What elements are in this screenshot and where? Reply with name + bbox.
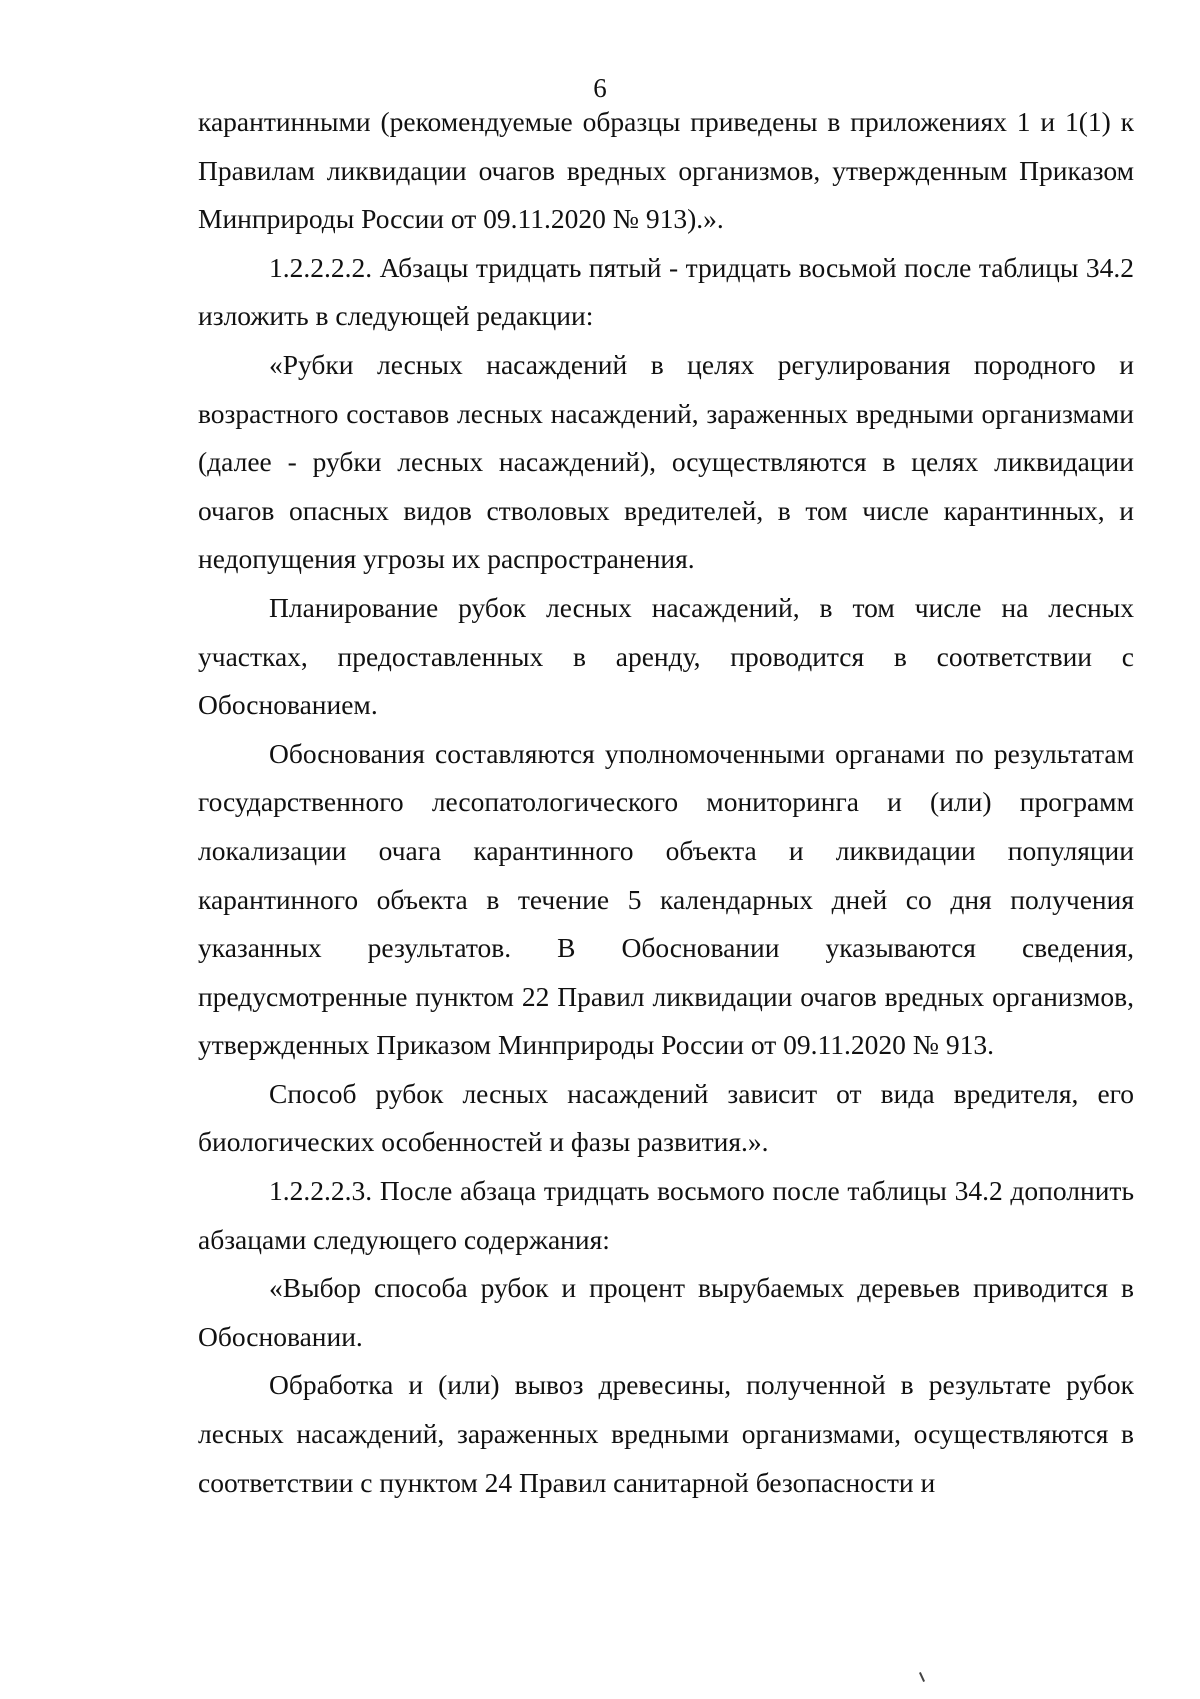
document-body (198, 98, 1134, 1507)
paragraph-cutting-method: Способ рубок лесных насаждений зависит от вида вредителя, его биологических особенностей и фазы развития.». (198, 1077, 1134, 1158)
paragraph-cutting-choice: «Выбор способа рубок и процент вырубаемых деревьев приводится в Обосновании. (198, 1272, 1134, 1352)
paragraph-justifications: Обоснования составляются уполномоченными органами по результатам государственного лесопатологического мониторинга и (или) программ локализации очага карантинного объекта и ликвидации популяции карантинного объекта в течение 5 календарных дней со дня получения указанных результатов. В Обосновании указываются сведения, предусмотренные пунктом 22 Правил ликвидации очагов вредных организмов, утвержденных Приказом Минприроды России от 09.11.2020 № 913. (198, 737, 1134, 1061)
paragraph-wood-processing: Обработка и (или) вывоз древесины, полученной в результате рубок лесных насаждений, зараженных вредными организмами, осуществляются в соответствии с пунктом 24 Правил санитарной безопасности и (198, 1369, 1134, 1498)
scan-artifact-mark (919, 1672, 925, 1682)
paragraph-cuttings-planning: Планирование рубок лесных насаждений, в том числе на лесных участках, предоставленных в аренду, проводится в соответствии с Обоснованием. (198, 591, 1134, 721)
paragraph-1-2-2-2-3: 1.2.2.2.3. После абзаца тридцать восьмого после таблицы 34.2 дополнить абзацами следующего содержания: (198, 1175, 1134, 1255)
page-number: 6 (593, 73, 607, 103)
paragraph-continuation: карантинными (рекомендуемые образцы приведены в приложениях 1 и 1(1) к Правилам ликвидации очагов вредных организмов, утвержденным Приказом Минприроды России от 09.11.2020 № 913).». (198, 106, 1134, 235)
paragraph-cuttings-purpose: «Рубки лесных насаждений в целях регулирования породного и возрастного составов лесных насаждений, зараженных вредными организмами (далее - рубки лесных насаждений), осуществляются в целях ликвидации очагов опасных видов стволовых вредителей, в том числе карантинных, и недопущения угрозы их распространения. (198, 348, 1134, 575)
paragraph-1-2-2-2-2: 1.2.2.2.2. Абзацы тридцать пятый - тридцать восьмой после таблицы 34.2 изложить в следующей редакции: (198, 251, 1134, 332)
